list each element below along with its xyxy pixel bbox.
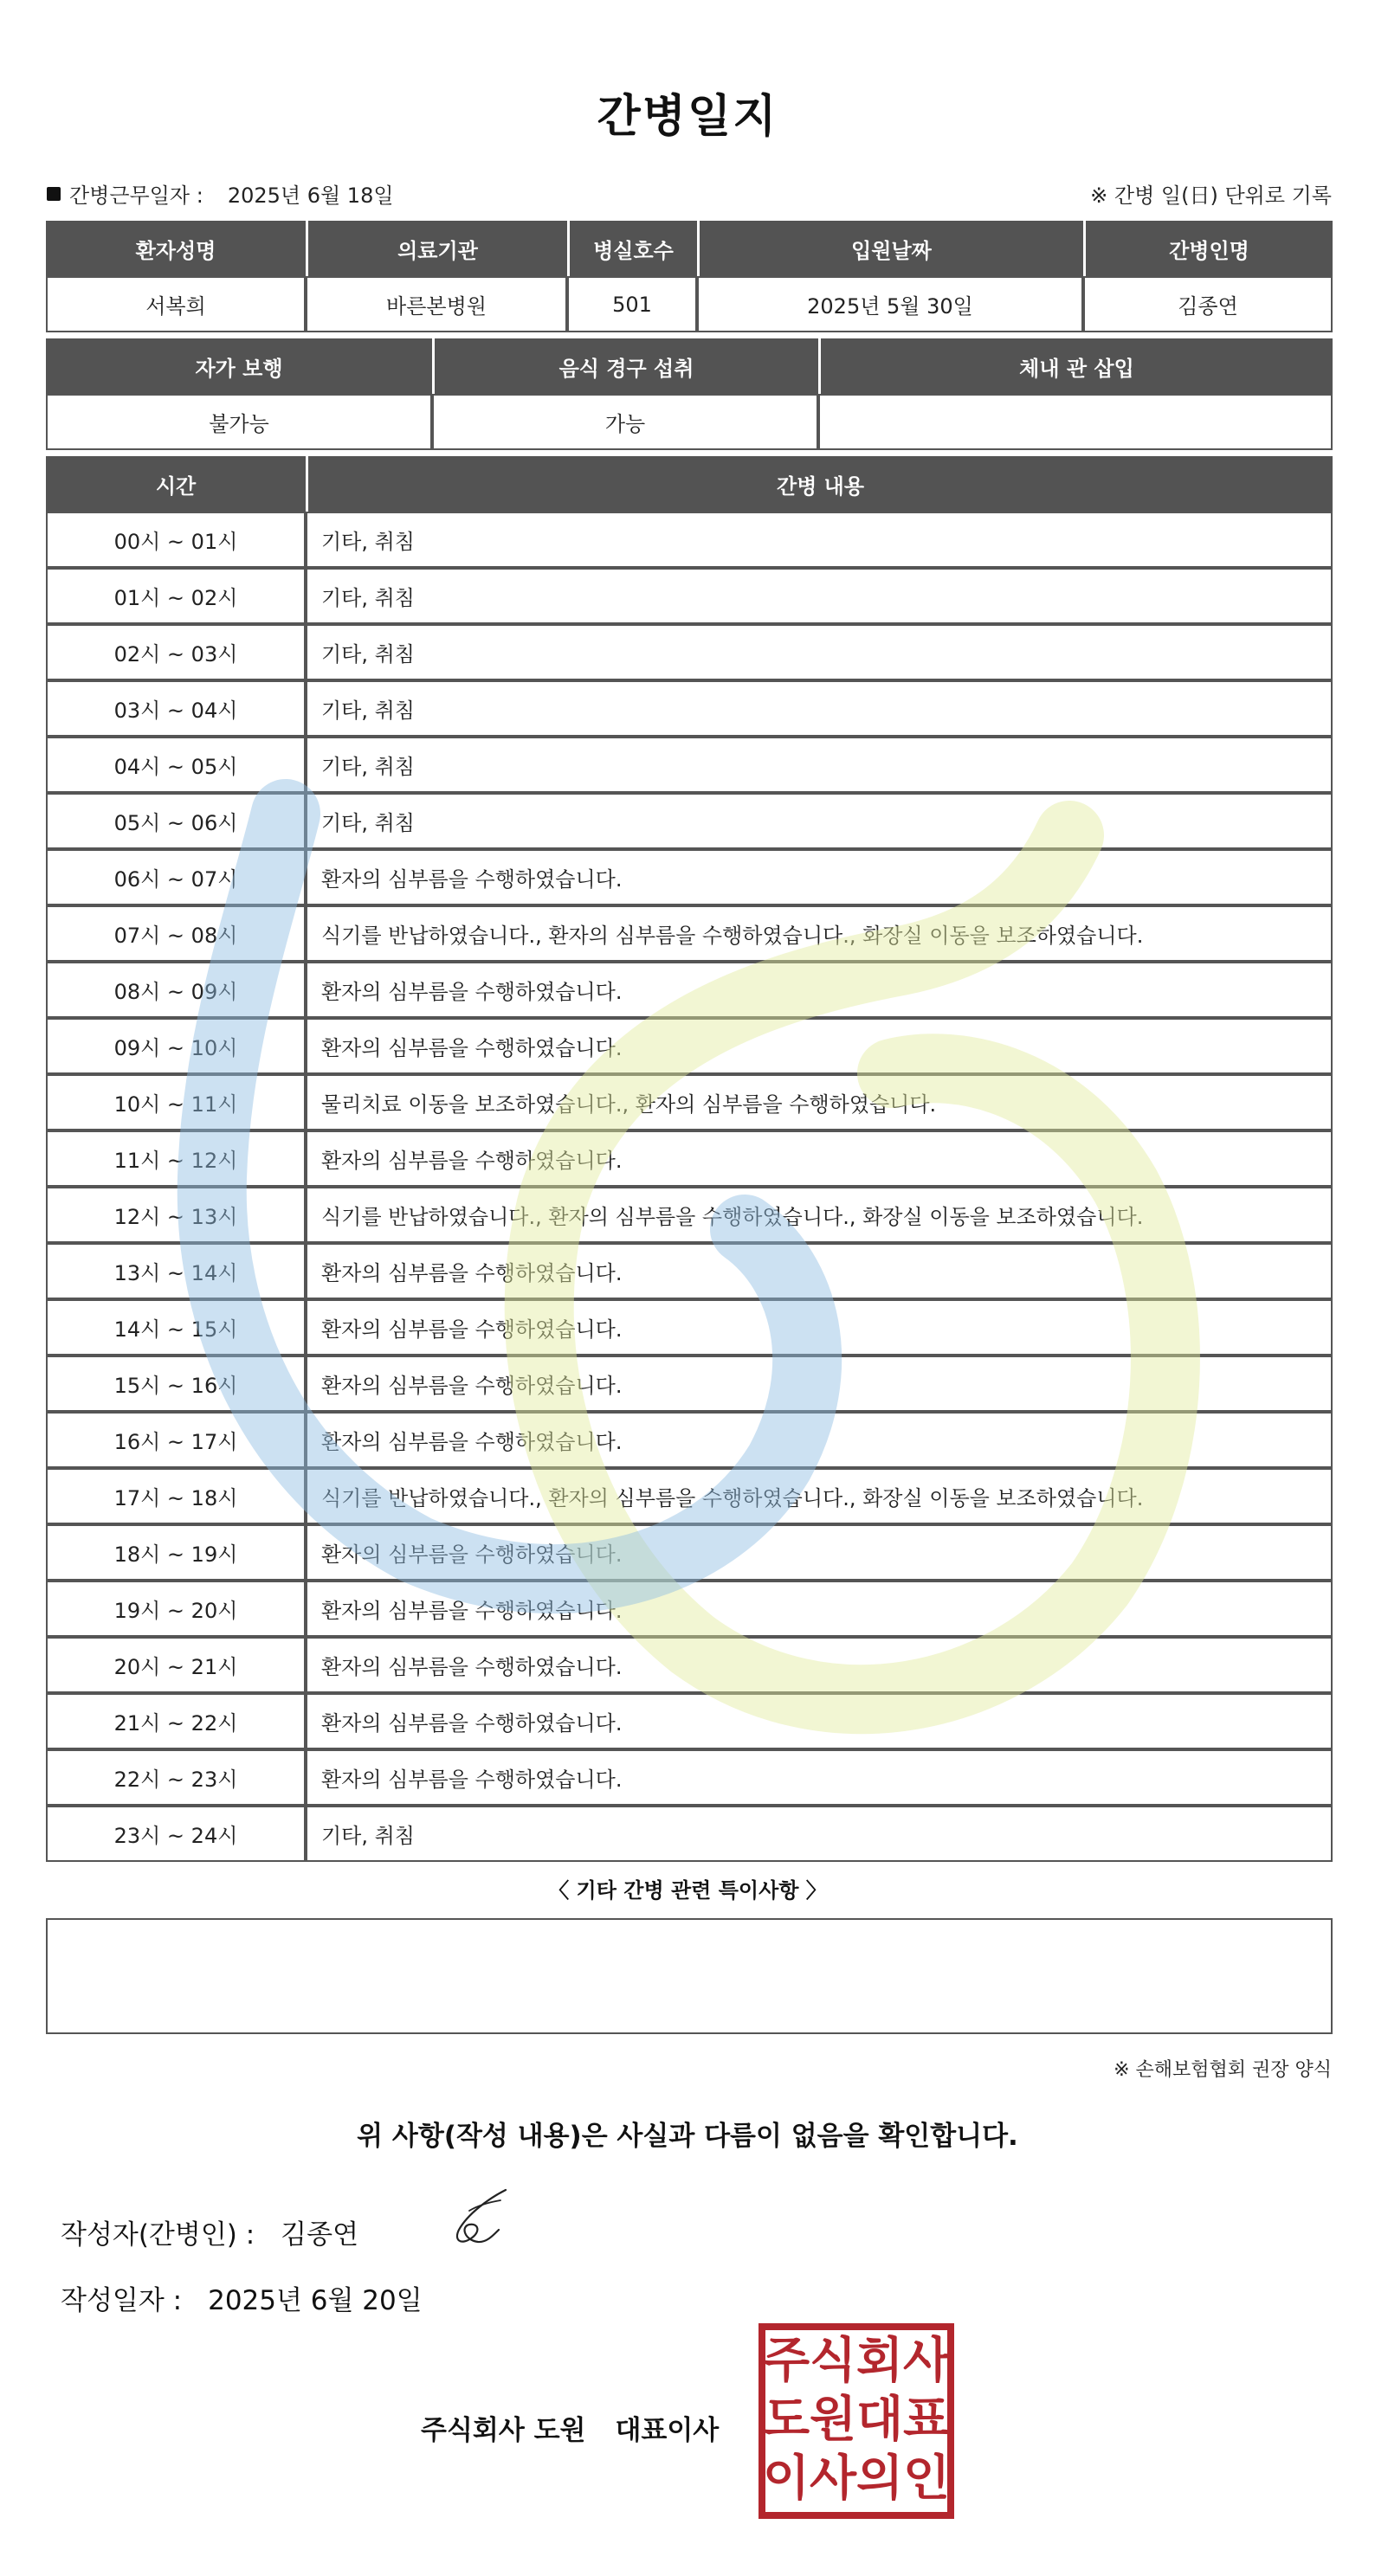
table-row: [46, 568, 1333, 624]
seal-character: 대: [855, 2392, 904, 2448]
time-slot: 09시 ~ 10시: [46, 1018, 306, 1074]
page-title: 간병일지: [597, 91, 778, 143]
table-row: [46, 624, 1333, 680]
seal-character: 회: [855, 2333, 904, 2389]
hospital-name: 바른본병원: [306, 276, 567, 332]
header-care-content: 간병 내용: [306, 456, 1333, 512]
written-date-value: 2025년 6월 20일: [208, 2285, 423, 2316]
table-row: [46, 849, 1333, 905]
writer-label: 작성자(간병인) :: [61, 2219, 255, 2251]
work-date-row: [47, 178, 1332, 206]
care-content: 기타, 취침: [306, 624, 1333, 680]
time-slot: 03시 ~ 04시: [46, 680, 306, 737]
care-content: 기타, 취침: [306, 680, 1333, 737]
seal-character: 원: [809, 2392, 857, 2448]
header-oral-intake: 음식 경구 섭취: [432, 338, 818, 394]
header-walking: 자가 보행: [46, 338, 432, 394]
seal-character: 표: [902, 2392, 951, 2448]
header-room: 병실호수: [567, 221, 697, 276]
written-date-label: 작성일자 :: [61, 2285, 183, 2316]
header-patient-name: 환자성명: [46, 221, 306, 276]
time-slot: 18시 ~ 19시: [46, 1524, 306, 1581]
table-row: [46, 962, 1333, 1018]
table-row: [46, 1074, 1333, 1130]
time-slot: 01시 ~ 02시: [46, 568, 306, 624]
writer-name: 김종연: [281, 2219, 359, 2251]
written-date-line: [61, 2278, 423, 2317]
caregiver-name: 김종연: [1083, 276, 1333, 332]
care-log-body: [46, 512, 1333, 1862]
admission-date: 2025년 5월 30일: [697, 276, 1083, 332]
writer-line: [61, 2212, 358, 2251]
table-row: [46, 1524, 1333, 1581]
header-caregiver: 간병인명: [1083, 221, 1333, 276]
patient-info-value-row: [46, 276, 1333, 332]
time-slot: 22시 ~ 23시: [46, 1749, 306, 1806]
time-slot: 20시 ~ 21시: [46, 1637, 306, 1693]
care-content: 환자의 심부름을 수행하였습니다.: [306, 849, 1333, 905]
care-content: 환자의 심부름을 수행하였습니다.: [306, 1749, 1333, 1806]
table-row: [46, 737, 1333, 793]
care-content: 환자의 심부름을 수행하였습니다.: [306, 1130, 1333, 1187]
seal-characters: [763, 2333, 951, 2507]
table-row: [46, 680, 1333, 737]
table-row: [46, 1356, 1333, 1412]
company-signature-line: [421, 2408, 719, 2447]
handwritten-signature: [449, 2185, 518, 2254]
confirmation-statement: 위 사항(작성 내용)은 사실과 다름이 없음을 확인합니다.: [357, 2121, 1018, 2152]
work-date-value: 2025년 6월 18일: [227, 184, 394, 208]
seal-character: 사: [902, 2333, 951, 2389]
care-content: 기타, 취침: [306, 512, 1333, 568]
time-slot: 16시 ~ 17시: [46, 1412, 306, 1468]
patient-status-value-row: [46, 394, 1333, 450]
header-time: 시간: [46, 456, 306, 512]
patient-info-table: [46, 221, 1333, 332]
seal-character: 식: [809, 2333, 857, 2389]
care-content: 환자의 심부름을 수행하였습니다.: [306, 962, 1333, 1018]
table-row: [46, 1806, 1333, 1862]
table-row: [46, 1130, 1333, 1187]
unit-note: ※ 간병 일(日) 단위로 기록: [1090, 184, 1332, 208]
patient-status-header-row: [46, 338, 1333, 394]
header-tube-insertion: 체내 관 삽입: [818, 338, 1333, 394]
care-content: 기타, 취침: [306, 1806, 1333, 1862]
walking-status: 불가능: [46, 394, 432, 450]
table-row: [46, 1749, 1333, 1806]
square-bullet-icon: [47, 187, 61, 201]
patient-name: 서복희: [46, 276, 306, 332]
time-slot: 13시 ~ 14시: [46, 1243, 306, 1299]
header-hospital: 의료기관: [306, 221, 567, 276]
care-content: 식기를 반납하였습니다., 환자의 심부름을 수행하였습니다., 화장실 이동을 보조하였습니다.: [306, 1468, 1333, 1524]
care-content: 환자의 심부름을 수행하였습니다.: [306, 1243, 1333, 1299]
time-slot: 11시 ~ 12시: [46, 1130, 306, 1187]
table-row: [46, 1693, 1333, 1749]
table-row: [46, 905, 1333, 962]
table-row: [46, 793, 1333, 849]
care-content: 식기를 반납하였습니다., 환자의 심부름을 수행하였습니다., 화장실 이동을 보조하였습니다.: [306, 1187, 1333, 1243]
table-row: [46, 1299, 1333, 1356]
time-slot: 14시 ~ 15시: [46, 1299, 306, 1356]
care-content: 환자의 심부름을 수행하였습니다.: [306, 1299, 1333, 1356]
seal-character: 의: [855, 2450, 904, 2507]
company-seal-stamp: [759, 2323, 954, 2519]
time-slot: 21시 ~ 22시: [46, 1693, 306, 1749]
header-admission-date: 입원날짜: [697, 221, 1083, 276]
care-log-table: [46, 456, 1333, 1862]
table-row: [46, 1243, 1333, 1299]
patient-info-header-row: [46, 221, 1333, 276]
time-slot: 04시 ~ 05시: [46, 737, 306, 793]
patient-status-table: [46, 338, 1333, 450]
table-row: [46, 1187, 1333, 1243]
time-slot: 08시 ~ 09시: [46, 962, 306, 1018]
work-date-group: [47, 178, 394, 209]
seal-character: 사: [809, 2450, 857, 2507]
care-content: 환자의 심부름을 수행하였습니다.: [306, 1018, 1333, 1074]
care-content: 물리치료 이동을 보조하였습니다., 환자의 심부름을 수행하였습니다.: [306, 1074, 1333, 1130]
time-slot: 02시 ~ 03시: [46, 624, 306, 680]
time-slot: 12시 ~ 13시: [46, 1187, 306, 1243]
care-content: 환자의 심부름을 수행하였습니다.: [306, 1581, 1333, 1637]
table-row: [46, 1637, 1333, 1693]
notes-heading: 〈 기타 간병 관련 특이사항 〉: [548, 1878, 827, 1903]
seal-character: 인: [902, 2450, 951, 2507]
time-slot: 05시 ~ 06시: [46, 793, 306, 849]
table-row: [46, 1468, 1333, 1524]
work-date-label: 간병근무일자 :: [69, 184, 203, 208]
time-slot: 06시 ~ 07시: [46, 849, 306, 905]
oral-intake-status: 가능: [432, 394, 818, 450]
notes-box: [46, 1918, 1333, 2034]
care-content: 기타, 취침: [306, 568, 1333, 624]
care-content: 식기를 반납하였습니다., 환자의 심부름을 수행하였습니다., 화장실 이동을 보조하였습니다.: [306, 905, 1333, 962]
tube-insertion-status: [818, 394, 1333, 450]
care-content: 환자의 심부름을 수행하였습니다.: [306, 1356, 1333, 1412]
room-number: 501: [567, 276, 697, 332]
care-content: 기타, 취침: [306, 737, 1333, 793]
care-content: 환자의 심부름을 수행하였습니다.: [306, 1412, 1333, 1468]
time-slot: 15시 ~ 16시: [46, 1356, 306, 1412]
table-row: [46, 1018, 1333, 1074]
seal-character: 이: [762, 2450, 810, 2507]
time-slot: 07시 ~ 08시: [46, 905, 306, 962]
time-slot: 00시 ~ 01시: [46, 512, 306, 568]
time-slot: 10시 ~ 11시: [46, 1074, 306, 1130]
time-slot: 19시 ~ 20시: [46, 1581, 306, 1637]
care-content: 기타, 취침: [306, 793, 1333, 849]
care-content: 환자의 심부름을 수행하였습니다.: [306, 1693, 1333, 1749]
table-row: [46, 1581, 1333, 1637]
time-slot: 23시 ~ 24시: [46, 1806, 306, 1862]
seal-character: 도: [762, 2392, 810, 2448]
form-source-note: ※ 손해보험협회 권장 양식: [1114, 2059, 1332, 2081]
care-content: 환자의 심부름을 수행하였습니다.: [306, 1524, 1333, 1581]
care-content: 환자의 심부름을 수행하였습니다.: [306, 1637, 1333, 1693]
company-title: 대표이사: [615, 2415, 720, 2446]
table-row: [46, 1412, 1333, 1468]
seal-character: 주: [762, 2333, 810, 2389]
care-log-header-row: [46, 456, 1333, 512]
table-row: [46, 512, 1333, 568]
time-slot: 17시 ~ 18시: [46, 1468, 306, 1524]
company-name: 주식회사 도원: [421, 2415, 586, 2446]
